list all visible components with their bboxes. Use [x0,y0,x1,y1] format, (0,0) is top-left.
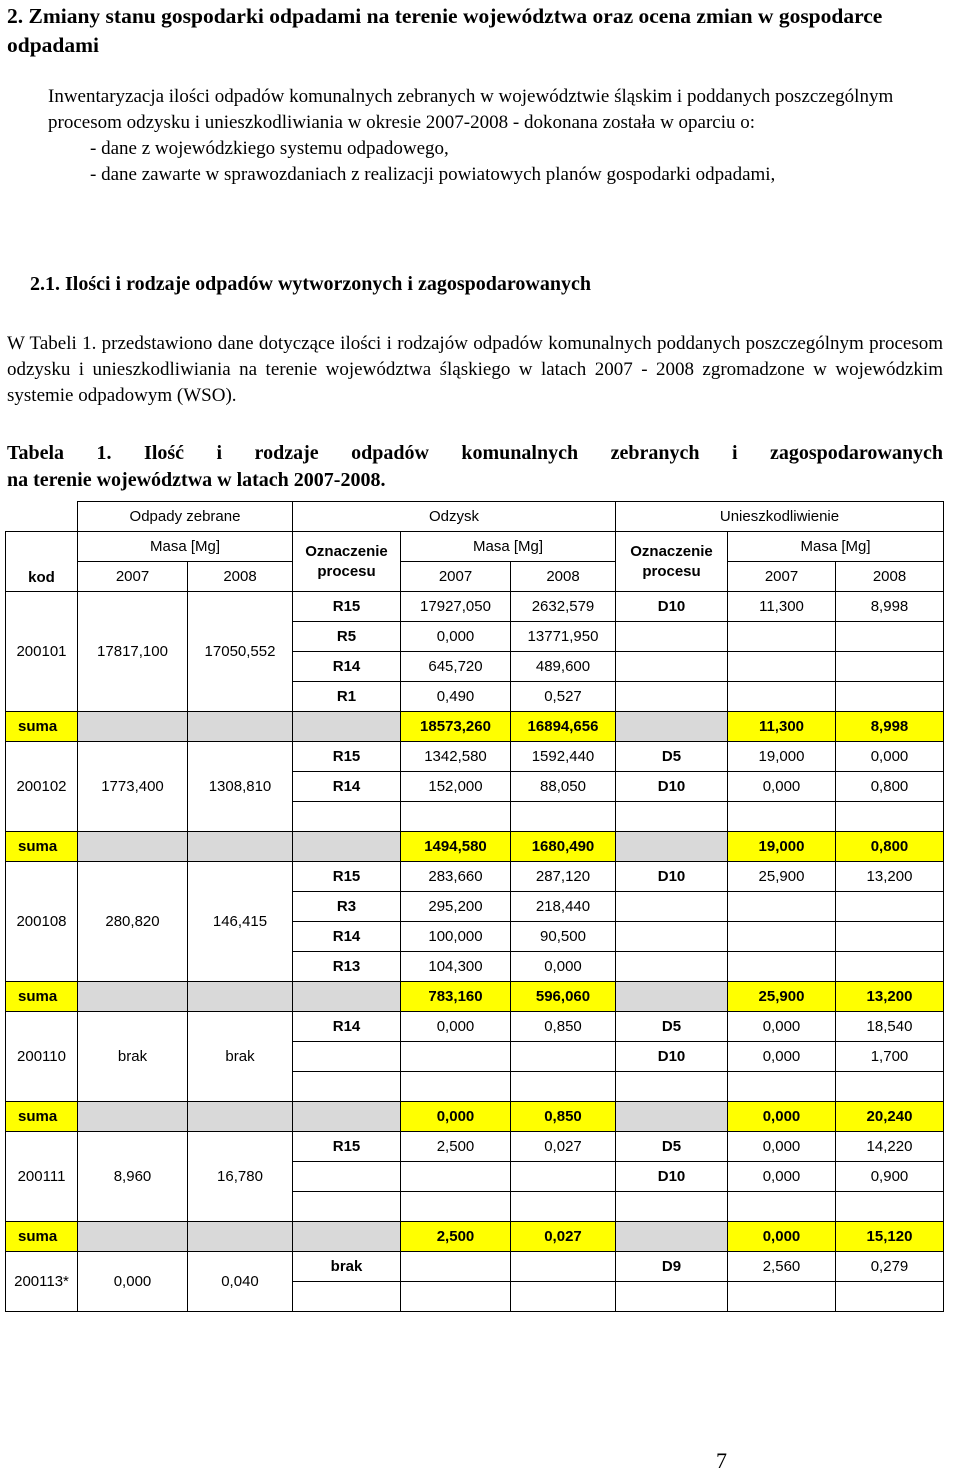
empty-cell [728,622,836,652]
sum-grey-cell [293,832,401,862]
sum-recovery-2007: 0,000 [401,1102,511,1132]
disposal-2008-cell: 0,000 [836,742,944,772]
intro-list-item: - dane z wojewódzkiego systemu odpadowego, [90,138,449,159]
sum-grey-cell [293,1222,401,1252]
empty-cell [728,682,836,712]
empty-cell [616,892,728,922]
table-body [6,592,944,1312]
recovery-2007-cell: 1342,580 [401,742,511,772]
disposal-process-cell: D10 [616,772,728,802]
page-number: 7 [716,1448,727,1473]
recovery-2007-cell: 295,200 [401,892,511,922]
collected-2008-cell: brak [188,1012,293,1102]
body-paragraph: W Tabeli 1. przedstawiono dane dotyczące ilości i rodzajów odpadów komunalnych poddanych poszczególnym procesom odzysku i unieszkodliwiania na terenie województwa śląskiego w latach 2007 - 2008 zgromadzone w wojewódzkim systemie odpadowym (WSO). [7,333,943,406]
empty-cell [511,1192,616,1222]
recovery-2007-cell [401,1252,511,1282]
empty-cell [511,1162,616,1192]
empty-cell [836,952,944,982]
empty-cell [616,1072,728,1102]
table-caption-line: na terenie województwa w latach 2007-2008. [7,469,386,491]
table-row [6,1132,944,1162]
disposal-process-cell: D10 [616,862,728,892]
recovery-2007-cell: 17927,050 [401,592,511,622]
empty-cell [511,1072,616,1102]
mass-header: Masa [Mg] [78,532,293,562]
table-row [6,742,944,772]
recovery-2008-cell: 287,120 [511,862,616,892]
collected-2007-cell: 17817,100 [78,592,188,712]
year-header: 2008 [511,562,616,592]
sum-label: suma [6,982,78,1012]
recovery-2007-cell: 0,490 [401,682,511,712]
sum-recovery-2007: 783,160 [401,982,511,1012]
recovery-process-cell: R14 [293,922,401,952]
recovery-2007-cell: 2,500 [401,1132,511,1162]
empty-cell [728,952,836,982]
recovery-process-cell: R14 [293,772,401,802]
disposal-2007-cell: 25,900 [728,862,836,892]
empty-cell [616,802,728,832]
recovery-2008-cell: 2632,579 [511,592,616,622]
sum-disposal-2007: 25,900 [728,982,836,1012]
process-header: Oznaczenie procesu [616,532,728,592]
disposal-2008-cell: 0,800 [836,772,944,802]
disposal-process-cell: D9 [616,1252,728,1282]
sum-recovery-2008: 0,027 [511,1222,616,1252]
sum-disposal-2008: 0,800 [836,832,944,862]
year-header: 2008 [188,562,293,592]
disposal-process-cell: D5 [616,1132,728,1162]
sum-grey-cell [293,712,401,742]
year-header: 2007 [401,562,511,592]
empty-cell [293,1042,401,1072]
empty-cell [401,1042,511,1072]
sum-disposal-2007: 0,000 [728,1102,836,1132]
sum-grey-cell [616,1222,728,1252]
sum-disposal-2008: 13,200 [836,982,944,1012]
disposal-2008-cell: 1,700 [836,1042,944,1072]
empty-cell [616,622,728,652]
table-row [6,862,944,892]
sum-grey-cell [188,712,293,742]
recovery-2008-cell: 0,000 [511,952,616,982]
sum-row [6,1222,944,1252]
group-header-recovery: Odzysk [293,502,616,532]
kod-cell: 200102 [6,742,78,832]
recovery-2007-cell: 645,720 [401,652,511,682]
mass-header: Masa [Mg] [728,532,944,562]
waste-table [5,501,944,1312]
sum-disposal-2008: 15,120 [836,1222,944,1252]
empty-cell [836,922,944,952]
group-header-disposal: Unieszkodliwienie [616,502,944,532]
recovery-process-cell: R5 [293,622,401,652]
collected-2007-cell: 280,820 [78,862,188,982]
sum-grey-cell [293,982,401,1012]
section-heading: 2. Zmiany stanu gospodarki odpadami na terenie województwa oraz ocena zmian w gospodarce odpadami [7,4,883,57]
empty-cell [511,802,616,832]
disposal-2007-cell: 0,000 [728,1132,836,1162]
empty-cell [511,1282,616,1312]
sum-grey-cell [616,712,728,742]
empty-cell [728,1072,836,1102]
disposal-process-cell: D10 [616,1162,728,1192]
sum-disposal-2008: 20,240 [836,1102,944,1132]
recovery-2008-cell: 90,500 [511,922,616,952]
sum-grey-cell [616,982,728,1012]
sum-grey-cell [78,712,188,742]
empty-cell [836,682,944,712]
empty-cell [836,622,944,652]
empty-cell [728,892,836,922]
empty-cell [293,802,401,832]
table-row [6,1252,944,1282]
empty-cell [401,1072,511,1102]
empty-cell [728,652,836,682]
empty-cell [616,682,728,712]
recovery-process-cell: R14 [293,652,401,682]
sum-recovery-2007: 2,500 [401,1222,511,1252]
empty-cell [836,652,944,682]
disposal-2008-cell: 18,540 [836,1012,944,1042]
mass-header: Masa [Mg] [401,532,616,562]
empty-cell [401,802,511,832]
sum-grey-cell [78,982,188,1012]
disposal-2007-cell: 19,000 [728,742,836,772]
recovery-2008-cell: 13771,950 [511,622,616,652]
collected-2008-cell: 16,780 [188,1132,293,1222]
sum-grey-cell [293,1102,401,1132]
empty-cell [728,922,836,952]
empty-cell [293,1282,401,1312]
recovery-2008-cell: 0,850 [511,1012,616,1042]
year-header: 2007 [728,562,836,592]
collected-2008-cell: 0,040 [188,1252,293,1312]
sum-grey-cell [616,832,728,862]
disposal-2007-cell: 0,000 [728,772,836,802]
recovery-2008-cell: 88,050 [511,772,616,802]
year-header: 2007 [78,562,188,592]
recovery-2008-cell: 1592,440 [511,742,616,772]
empty-cell [401,1162,511,1192]
recovery-process-cell: R14 [293,1012,401,1042]
sum-label: suma [6,712,78,742]
recovery-process-cell: R3 [293,892,401,922]
table-row [6,592,944,622]
recovery-2007-cell: 0,000 [401,622,511,652]
sum-grey-cell [616,1102,728,1132]
recovery-2007-cell: 104,300 [401,952,511,982]
group-header-collected: Odpady zebrane [78,502,293,532]
recovery-process-cell: R15 [293,1132,401,1162]
intro-list-item: - dane zawarte w sprawozdaniach z realizacji powiatowych planów gospodarki odpadami, [90,164,776,185]
recovery-2008-cell: 489,600 [511,652,616,682]
empty-cell [728,802,836,832]
kod-cell: 200108 [6,862,78,982]
empty-cell [616,952,728,982]
disposal-process-cell: D5 [616,742,728,772]
sum-row [6,982,944,1012]
collected-2007-cell: 8,960 [78,1132,188,1222]
year-header: 2008 [836,562,944,592]
subsection-heading: 2.1. Ilości i rodzaje odpadów wytworzonych i zagospodarowanych [30,273,591,295]
empty-cell [293,1162,401,1192]
sum-label: suma [6,832,78,862]
sum-recovery-2008: 1680,490 [511,832,616,862]
empty-cell [728,1282,836,1312]
sum-disposal-2007: 0,000 [728,1222,836,1252]
recovery-2008-cell: 218,440 [511,892,616,922]
disposal-2008-cell: 0,279 [836,1252,944,1282]
recovery-process-cell: brak [293,1252,401,1282]
sum-recovery-2007: 1494,580 [401,832,511,862]
sum-grey-cell [188,832,293,862]
empty-cell [293,1192,401,1222]
recovery-process-cell: R13 [293,952,401,982]
recovery-2007-cell: 152,000 [401,772,511,802]
disposal-process-cell: D5 [616,1012,728,1042]
recovery-process-cell: R15 [293,742,401,772]
sum-grey-cell [188,982,293,1012]
disposal-process-cell: D10 [616,592,728,622]
sum-disposal-2007: 11,300 [728,712,836,742]
sum-recovery-2008: 596,060 [511,982,616,1012]
collected-2008-cell: 1308,810 [188,742,293,832]
sum-row [6,712,944,742]
kod-cell: 200110 [6,1012,78,1102]
sum-grey-cell [188,1102,293,1132]
empty-cell [836,892,944,922]
disposal-2008-cell: 0,900 [836,1162,944,1192]
empty-cell [616,1192,728,1222]
sum-grey-cell [188,1222,293,1252]
disposal-2007-cell: 0,000 [728,1042,836,1072]
kod-cell: 200113* [6,1252,78,1312]
process-header: Oznaczenie procesu [293,532,401,592]
disposal-2007-cell: 2,560 [728,1252,836,1282]
empty-cell [836,1072,944,1102]
empty-cell [836,802,944,832]
sum-grey-cell [78,1222,188,1252]
sum-grey-cell [78,832,188,862]
sum-recovery-2008: 0,850 [511,1102,616,1132]
sum-recovery-2008: 16894,656 [511,712,616,742]
recovery-2008-cell: 0,027 [511,1132,616,1162]
empty-cell [401,1282,511,1312]
recovery-process-cell: R1 [293,682,401,712]
recovery-2007-cell: 0,000 [401,1012,511,1042]
disposal-2007-cell: 0,000 [728,1162,836,1192]
kod-cell: 200101 [6,592,78,712]
sum-recovery-2007: 18573,260 [401,712,511,742]
disposal-2008-cell: 14,220 [836,1132,944,1162]
sum-row [6,1102,944,1132]
empty-cell [616,652,728,682]
collected-2007-cell: 0,000 [78,1252,188,1312]
recovery-process-cell: R15 [293,862,401,892]
empty-cell [616,1282,728,1312]
sum-grey-cell [78,1102,188,1132]
disposal-2007-cell: 0,000 [728,1012,836,1042]
disposal-process-cell: D10 [616,1042,728,1072]
table-caption-line: Tabela 1. Ilość i rodzaje odpadów komunalnych zebranych i zagospodarowanych [7,442,943,464]
collected-2008-cell: 146,415 [188,862,293,982]
collected-2008-cell: 17050,552 [188,592,293,712]
empty-cell [401,1192,511,1222]
intro-paragraph: Inwentaryzacja ilości odpadów komunalnych zebranych w województwie śląskim i poddanych poszczególnym procesom odzysku i unieszkodliwiania w okresie 2007-2008 - dokonana została w oparciu o: [48,86,894,133]
sum-label: suma [6,1102,78,1132]
table-row [6,1012,944,1042]
recovery-2008-cell [511,1252,616,1282]
intro-block [48,84,948,188]
disposal-2008-cell: 13,200 [836,862,944,892]
recovery-2008-cell: 0,527 [511,682,616,712]
sum-disposal-2007: 19,000 [728,832,836,862]
empty-cell [836,1282,944,1312]
empty-cell [616,922,728,952]
empty-cell [293,1072,401,1102]
sum-row [6,832,944,862]
collected-2007-cell: brak [78,1012,188,1102]
disposal-2008-cell: 8,998 [836,592,944,622]
empty-cell [836,1192,944,1222]
empty-cell [511,1042,616,1072]
collected-2007-cell: 1773,400 [78,742,188,832]
table-caption [7,440,943,494]
disposal-2007-cell: 11,300 [728,592,836,622]
sum-label: suma [6,1222,78,1252]
recovery-process-cell: R15 [293,592,401,622]
kod-header: kod [6,532,78,592]
recovery-2007-cell: 283,660 [401,862,511,892]
empty-cell [728,1192,836,1222]
sum-disposal-2008: 8,998 [836,712,944,742]
kod-cell: 200111 [6,1132,78,1222]
recovery-2007-cell: 100,000 [401,922,511,952]
